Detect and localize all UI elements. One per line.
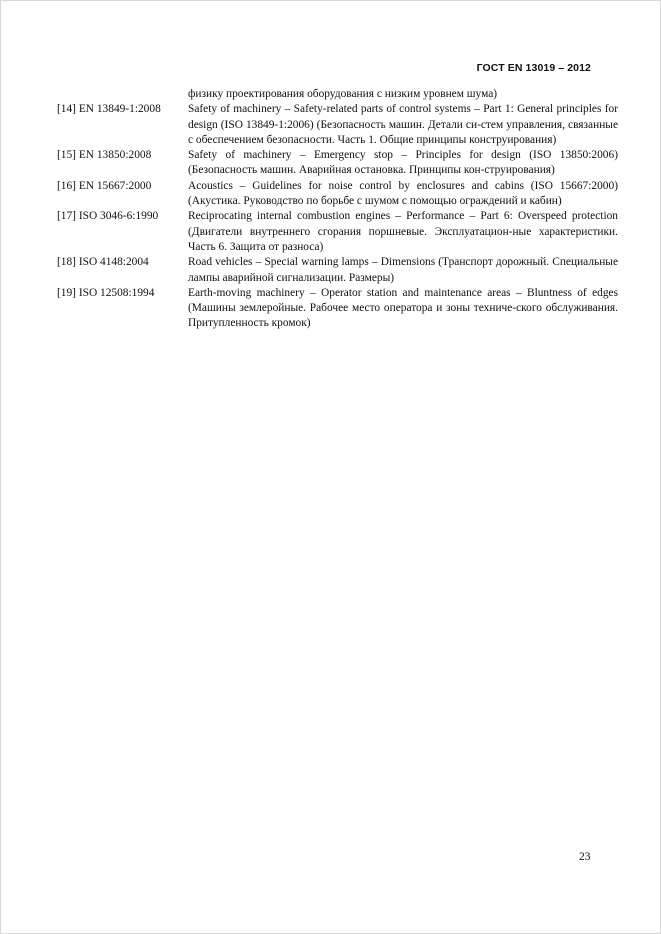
reference-title: Safety of machinery – Emergency stop – Principles for design (ISO 13850:2006) (Безопасность машин. Аварийная остановка. Принципы кон-струирования) [188, 149, 618, 177]
standard-designation: ГОСТ EN 13019 – 2012 [476, 62, 591, 74]
reference-code: [14] EN 13849-1:2008 [57, 103, 161, 116]
reference-code: [15] EN 13850:2008 [57, 149, 152, 162]
reference-title: Acoustics – Guidelines for noise control by enclosures and cabins (ISO 15667:2000) (Акустика. Руководство по борьбе с шумом с помощью ограждений и кабин) [188, 179, 618, 208]
page-number: 23 [579, 851, 591, 863]
reference-entry [57, 286, 618, 332]
reference-entry [57, 255, 618, 286]
bibliography-list [57, 87, 618, 332]
reference-title: Road vehicles – Special warning lamps – Dimensions (Транспорт дорожный. Специальные лампы аварийной сигнализации. Размеры) [188, 256, 618, 284]
reference-entry [57, 102, 618, 148]
reference-title: Earth-moving machinery – Operator station and maintenance areas – Bluntness of edges (Машины землеройные. Рабочее место оператора и зоны техниче-ского обслуживания. Притупленность кромок) [188, 286, 618, 330]
reference-entry [57, 148, 618, 179]
reference-title: Safety of machinery – Safety-related parts of control systems – Part 1: General principles for design (ISO 13849-1:2006) (Безопасность машин. Детали си-стем управления, связанные с обеспечением безопасности. Часть 1. Общие принципы конструирования) [188, 103, 618, 146]
reference-entry [57, 179, 618, 210]
reference-code: [19] ISO 12508:1994 [57, 286, 155, 299]
reference-code: [16] EN 15667:2000 [57, 179, 152, 192]
reference-code: [18] ISO 4148:2004 [57, 256, 149, 269]
continued-reference-text: физику проектирования оборудования с низким уровнем шума) [188, 88, 498, 100]
reference-entry [57, 209, 618, 255]
reference-code: [17] ISO 3046-6:1990 [57, 210, 159, 223]
reference-title: Reciprocating internal combustion engines – Performance – Part 6: Overspeed protection (Двигатели внутреннего сгорания поршневые. Эксплуатацион-ные характеристики. Часть 6. Защита от разноса) [188, 210, 618, 253]
